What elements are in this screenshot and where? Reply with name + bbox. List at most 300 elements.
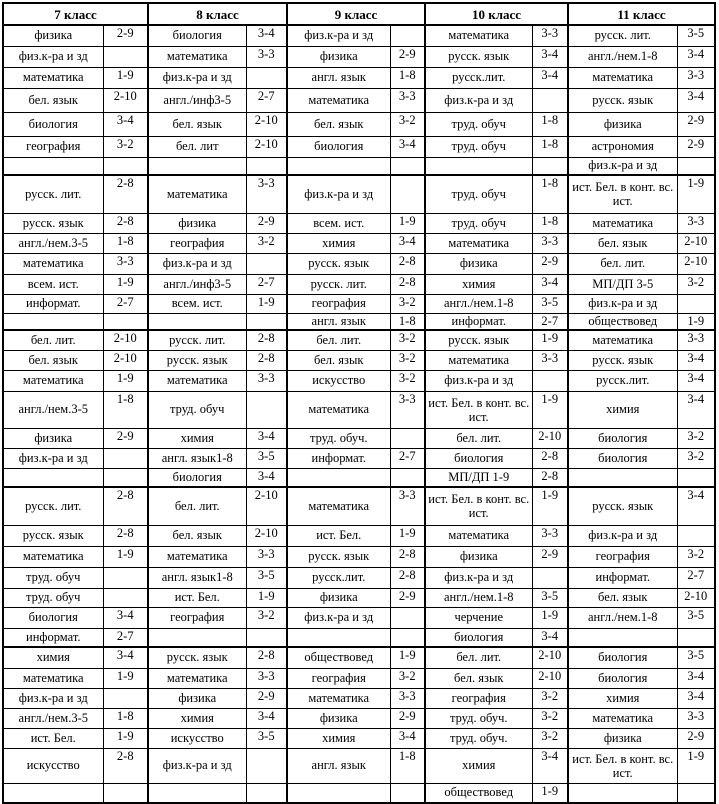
subject-cell: бел. язык	[425, 668, 532, 688]
room-cell: 2-10	[103, 350, 148, 370]
room-cell	[390, 25, 425, 46]
subject-cell: химия	[425, 748, 532, 783]
subject-cell: русск.лит.	[287, 567, 390, 588]
subject-cell: МП/ДП 1-9	[425, 468, 532, 487]
lesson-row	[3, 668, 715, 688]
room-cell: 1-8	[532, 136, 568, 157]
room-cell	[677, 157, 715, 175]
room-cell: 1-9	[677, 313, 715, 330]
lesson-row	[3, 628, 715, 647]
room-cell	[103, 46, 148, 67]
subject-cell: англ./нем.1-8	[425, 588, 532, 607]
subject-cell: русск.лит.	[568, 370, 677, 391]
room-cell: 1-9	[103, 274, 148, 294]
subject-cell: бел. язык	[3, 88, 103, 112]
room-cell	[390, 428, 425, 448]
room-cell: 2-7	[246, 274, 287, 294]
subject-cell: физ.к-ра и зд	[425, 370, 532, 391]
room-cell: 3-2	[246, 607, 287, 628]
lesson-row	[3, 46, 715, 67]
room-cell: 2-7	[103, 294, 148, 313]
room-cell: 3-5	[677, 607, 715, 628]
subject-cell: англ./нем.1-8	[568, 46, 677, 67]
room-cell: 1-9	[390, 647, 425, 668]
room-cell: 3-3	[677, 708, 715, 728]
room-cell: 2-9	[246, 213, 287, 233]
lesson-row	[3, 546, 715, 567]
room-cell: 1-9	[390, 525, 425, 546]
room-cell: 1-9	[246, 588, 287, 607]
subject-cell: математика	[148, 46, 246, 67]
room-cell: 2-10	[246, 487, 287, 525]
room-cell: 3-3	[532, 233, 568, 253]
subject-cell: бел. лит.	[425, 428, 532, 448]
subject-cell: физика	[148, 688, 246, 708]
room-cell: 2-8	[103, 487, 148, 525]
subject-cell: информат.	[287, 448, 390, 468]
room-cell	[103, 588, 148, 607]
subject-cell: искусство	[3, 748, 103, 783]
subject-cell: математика	[425, 350, 532, 370]
room-cell	[103, 313, 148, 330]
room-cell	[677, 294, 715, 313]
room-cell: 3-3	[532, 25, 568, 46]
room-cell: 3-2	[390, 112, 425, 136]
room-cell: 2-10	[532, 647, 568, 668]
subject-cell: математика	[3, 370, 103, 391]
room-cell	[103, 567, 148, 588]
room-cell	[390, 628, 425, 647]
room-cell: 3-3	[532, 350, 568, 370]
room-cell: 3-4	[677, 370, 715, 391]
schedule-table	[2, 2, 716, 804]
room-cell: 3-2	[390, 668, 425, 688]
room-cell: 3-4	[677, 688, 715, 708]
room-cell: 3-3	[677, 67, 715, 88]
subject-cell: математика	[148, 546, 246, 567]
subject-cell: математика	[425, 233, 532, 253]
subject-cell: физика	[287, 588, 390, 607]
room-cell: 3-4	[677, 668, 715, 688]
subject-cell: бел. язык	[287, 112, 390, 136]
subject-cell: биология	[287, 136, 390, 157]
room-cell	[246, 313, 287, 330]
room-cell: 2-7	[390, 448, 425, 468]
subject-cell: химия	[287, 728, 390, 748]
room-cell: 2-7	[532, 313, 568, 330]
room-cell: 2-8	[390, 546, 425, 567]
room-cell	[246, 628, 287, 647]
room-cell	[532, 157, 568, 175]
subject-cell: физ.к-ра и зд	[3, 688, 103, 708]
room-cell: 2-8	[532, 468, 568, 487]
subject-cell: бел. язык	[3, 350, 103, 370]
lesson-row	[3, 607, 715, 628]
subject-cell: биология	[425, 628, 532, 647]
subject-cell: информат.	[3, 628, 103, 647]
room-cell: 2-9	[103, 428, 148, 448]
lesson-row	[3, 748, 715, 783]
lesson-row	[3, 647, 715, 668]
room-cell: 2-9	[677, 136, 715, 157]
room-cell: 2-8	[390, 253, 425, 274]
subject-cell: всем. ист.	[3, 274, 103, 294]
subject-cell: химия	[568, 688, 677, 708]
subject-cell: обществовед	[425, 783, 532, 803]
room-cell	[103, 157, 148, 175]
subject-cell: русск. язык	[287, 253, 390, 274]
subject-cell: русск. лит.	[3, 487, 103, 525]
room-cell	[390, 175, 425, 213]
lesson-row	[3, 728, 715, 748]
room-cell: 1-8	[390, 748, 425, 783]
subject-cell	[3, 313, 103, 330]
lesson-row	[3, 213, 715, 233]
room-cell: 3-2	[103, 136, 148, 157]
lesson-row	[3, 428, 715, 448]
room-cell: 2-7	[103, 628, 148, 647]
subject-cell: математика	[148, 175, 246, 213]
room-cell: 3-4	[532, 46, 568, 67]
lesson-row	[3, 487, 715, 525]
subject-cell: математика	[425, 25, 532, 46]
lesson-row	[3, 274, 715, 294]
room-cell: 3-3	[532, 525, 568, 546]
subject-cell: география	[3, 136, 103, 157]
subject-cell: русск. язык	[568, 88, 677, 112]
room-cell	[246, 783, 287, 803]
subject-cell: физ.к-ра и зд	[148, 253, 246, 274]
lesson-row	[3, 253, 715, 274]
room-cell: 2-8	[390, 274, 425, 294]
subject-cell: МП/ДП 3-5	[568, 274, 677, 294]
subject-cell: математика	[3, 253, 103, 274]
subject-cell: ист. Бел. в конт. вс. ист.	[568, 175, 677, 213]
subject-cell: информат.	[3, 294, 103, 313]
lesson-row	[3, 783, 715, 803]
subject-cell: физ.к-ра и зд	[287, 607, 390, 628]
room-cell: 2-10	[103, 330, 148, 350]
subject-cell: математика	[287, 688, 390, 708]
subject-cell: физика	[568, 112, 677, 136]
room-cell: 3-4	[246, 428, 287, 448]
lesson-row	[3, 448, 715, 468]
subject-cell: география	[148, 233, 246, 253]
room-cell: 1-9	[103, 370, 148, 391]
subject-cell: химия	[287, 233, 390, 253]
subject-cell: география	[568, 546, 677, 567]
room-cell: 3-2	[532, 728, 568, 748]
lesson-row	[3, 294, 715, 313]
room-cell: 1-8	[103, 233, 148, 253]
subject-cell: бел. язык	[148, 112, 246, 136]
subject-cell: ист. Бел.	[148, 588, 246, 607]
room-cell: 3-2	[390, 350, 425, 370]
subject-cell: физ.к-ра и зд	[568, 157, 677, 175]
subject-cell: русск. лит.	[568, 25, 677, 46]
room-cell	[677, 525, 715, 546]
subject-cell: бел. лит.	[425, 647, 532, 668]
subject-cell: бел. язык	[568, 233, 677, 253]
subject-cell: труд. обуч	[425, 112, 532, 136]
lesson-row	[3, 688, 715, 708]
subject-cell: бел. язык	[148, 525, 246, 546]
room-cell: 3-4	[677, 487, 715, 525]
room-cell: 1-8	[532, 175, 568, 213]
subject-cell: труд. обуч.	[425, 708, 532, 728]
subject-cell: химия	[425, 274, 532, 294]
subject-cell: физ.к-ра и зд	[3, 448, 103, 468]
subject-cell	[3, 468, 103, 487]
lesson-row	[3, 391, 715, 428]
lesson-row	[3, 525, 715, 546]
room-cell: 1-8	[532, 213, 568, 233]
room-cell: 3-5	[246, 728, 287, 748]
lesson-row	[3, 370, 715, 391]
room-cell	[532, 567, 568, 588]
subject-cell: русск. язык	[3, 525, 103, 546]
subject-cell: физ.к-ра и зд	[148, 67, 246, 88]
room-cell: 2-10	[246, 525, 287, 546]
subject-cell: информат.	[425, 313, 532, 330]
room-cell: 3-3	[246, 46, 287, 67]
room-cell: 3-2	[532, 708, 568, 728]
subject-cell: англ. язык	[287, 313, 390, 330]
subject-cell: физ.к-ра и зд	[568, 294, 677, 313]
subject-cell: русск.лит.	[425, 67, 532, 88]
room-cell: 2-9	[390, 708, 425, 728]
subject-cell: биология	[3, 607, 103, 628]
subject-cell: труд. обуч	[425, 175, 532, 213]
room-cell: 3-3	[390, 88, 425, 112]
room-cell: 2-9	[390, 588, 425, 607]
subject-cell: труд. обуч.	[287, 428, 390, 448]
room-cell	[390, 783, 425, 803]
subject-cell: бел. лит.	[568, 253, 677, 274]
subject-cell: англ. язык1-8	[148, 448, 246, 468]
subject-cell: математика	[148, 668, 246, 688]
room-cell	[532, 88, 568, 112]
subject-cell	[287, 783, 390, 803]
subject-cell: англ./инф3-5	[148, 274, 246, 294]
subject-cell: физика	[287, 708, 390, 728]
room-cell: 1-9	[532, 487, 568, 525]
subject-cell: англ./нем.1-8	[425, 294, 532, 313]
room-cell: 3-4	[103, 607, 148, 628]
lesson-row	[3, 233, 715, 253]
room-cell	[532, 370, 568, 391]
subject-cell: математика	[568, 708, 677, 728]
room-cell: 3-2	[677, 546, 715, 567]
subject-cell	[287, 157, 390, 175]
subject-cell: география	[287, 668, 390, 688]
room-cell: 1-8	[390, 313, 425, 330]
subject-cell: математика	[287, 391, 390, 428]
room-cell: 3-2	[677, 428, 715, 448]
subject-cell: биология	[3, 112, 103, 136]
subject-cell: русск. лит.	[3, 175, 103, 213]
subject-cell: биология	[568, 647, 677, 668]
room-cell: 3-2	[390, 370, 425, 391]
room-cell: 3-3	[390, 391, 425, 428]
class-header-7: 7 класс	[3, 3, 148, 25]
subject-cell: физика	[425, 253, 532, 274]
subject-cell: англ. язык	[287, 67, 390, 88]
subject-cell	[568, 783, 677, 803]
subject-cell: физика	[287, 46, 390, 67]
room-cell: 3-5	[246, 567, 287, 588]
room-cell: 3-4	[390, 233, 425, 253]
room-cell: 2-10	[677, 588, 715, 607]
lesson-row	[3, 468, 715, 487]
room-cell: 2-9	[390, 46, 425, 67]
room-cell: 3-5	[246, 448, 287, 468]
subject-cell	[287, 628, 390, 647]
room-cell	[246, 67, 287, 88]
room-cell	[390, 468, 425, 487]
room-cell: 2-10	[246, 112, 287, 136]
subject-cell	[3, 783, 103, 803]
subject-cell: математика	[148, 370, 246, 391]
room-cell: 2-10	[677, 233, 715, 253]
subject-cell: математика	[287, 487, 390, 525]
room-cell: 3-4	[103, 647, 148, 668]
subject-cell: физ.к-ра и зд	[148, 748, 246, 783]
room-cell: 3-3	[390, 688, 425, 708]
lesson-row	[3, 25, 715, 46]
room-cell: 2-8	[532, 448, 568, 468]
room-cell: 3-3	[246, 546, 287, 567]
subject-cell: физика	[425, 546, 532, 567]
subject-cell: математика	[3, 668, 103, 688]
room-cell: 2-9	[246, 688, 287, 708]
lesson-row	[3, 136, 715, 157]
room-cell: 1-9	[103, 728, 148, 748]
subject-cell: бел. лит.	[287, 330, 390, 350]
subject-cell: русск. язык	[568, 350, 677, 370]
room-cell: 2-9	[103, 25, 148, 46]
subject-cell: англ./нем.3-5	[3, 708, 103, 728]
subject-cell: англ./нем.1-8	[568, 607, 677, 628]
class-header-10: 10 класс	[425, 3, 568, 25]
schedule-wrapper	[2, 2, 716, 804]
lesson-row	[3, 112, 715, 136]
room-cell: 2-8	[390, 567, 425, 588]
room-cell: 2-10	[532, 428, 568, 448]
subject-cell: русск. язык	[568, 487, 677, 525]
room-cell	[103, 448, 148, 468]
room-cell: 2-8	[103, 748, 148, 783]
subject-cell: бел. язык	[568, 588, 677, 607]
room-cell: 3-4	[390, 728, 425, 748]
subject-cell: биология	[425, 448, 532, 468]
lesson-row	[3, 67, 715, 88]
subject-cell: труд. обуч	[148, 391, 246, 428]
subject-cell: астрономия	[568, 136, 677, 157]
subject-cell	[3, 157, 103, 175]
subject-cell: химия	[148, 428, 246, 448]
subject-cell: русск. лит.	[287, 274, 390, 294]
subject-cell: ист. Бел. в конт. вс. ист.	[425, 391, 532, 428]
room-cell: 1-8	[532, 112, 568, 136]
room-cell: 2-9	[532, 253, 568, 274]
room-cell: 3-4	[677, 46, 715, 67]
subject-cell: химия	[568, 391, 677, 428]
room-cell: 1-9	[532, 391, 568, 428]
subject-cell: черчение	[425, 607, 532, 628]
subject-cell: англ./нем.3-5	[3, 233, 103, 253]
subject-cell: биология	[148, 468, 246, 487]
room-cell	[103, 468, 148, 487]
subject-cell	[568, 628, 677, 647]
subject-cell: физ.к-ра и зд	[3, 46, 103, 67]
subject-cell: информат.	[568, 567, 677, 588]
room-cell: 3-3	[246, 370, 287, 391]
room-cell: 2-9	[677, 728, 715, 748]
room-cell: 3-4	[103, 112, 148, 136]
class-header-11: 11 класс	[568, 3, 715, 25]
room-cell: 3-5	[677, 25, 715, 46]
subject-cell: ист. Бел.	[3, 728, 103, 748]
subject-cell: обществовед	[287, 647, 390, 668]
subject-cell: физика	[568, 728, 677, 748]
subject-cell: биология	[568, 668, 677, 688]
lesson-row	[3, 708, 715, 728]
room-cell: 1-8	[103, 391, 148, 428]
subject-cell: ист. Бел. в конт. вс. ист.	[425, 487, 532, 525]
room-cell: 3-4	[677, 350, 715, 370]
subject-cell: бел. лит.	[148, 487, 246, 525]
room-cell: 2-10	[677, 253, 715, 274]
lesson-row	[3, 350, 715, 370]
room-cell: 2-7	[246, 88, 287, 112]
subject-cell: русск. язык	[148, 350, 246, 370]
room-cell: 2-10	[103, 88, 148, 112]
lesson-row	[3, 157, 715, 175]
subject-cell	[425, 157, 532, 175]
subject-cell: биология	[148, 25, 246, 46]
subject-cell: русск. язык	[148, 647, 246, 668]
room-cell: 3-3	[677, 213, 715, 233]
room-cell: 1-9	[677, 748, 715, 783]
subject-cell: физ.к-ра и зд	[568, 525, 677, 546]
room-cell: 1-9	[532, 607, 568, 628]
subject-cell	[148, 313, 246, 330]
subject-cell	[148, 157, 246, 175]
room-cell: 3-4	[532, 628, 568, 647]
subject-cell: математика	[425, 525, 532, 546]
subject-cell: химия	[148, 708, 246, 728]
subject-cell: математика	[568, 67, 677, 88]
header-row	[3, 3, 715, 25]
room-cell: 3-2	[532, 688, 568, 708]
room-cell: 2-10	[532, 668, 568, 688]
subject-cell	[148, 783, 246, 803]
subject-cell: физ.к-ра и зд	[425, 567, 532, 588]
subject-cell: труд. обуч	[3, 588, 103, 607]
subject-cell: русск. язык	[425, 330, 532, 350]
subject-cell: математика	[3, 546, 103, 567]
subject-cell: география	[425, 688, 532, 708]
room-cell: 3-3	[390, 487, 425, 525]
subject-cell: искусство	[287, 370, 390, 391]
room-cell: 1-8	[103, 708, 148, 728]
subject-cell: математика	[568, 330, 677, 350]
subject-cell: физика	[148, 213, 246, 233]
subject-cell: русск. язык	[3, 213, 103, 233]
subject-cell: русск. лит.	[148, 330, 246, 350]
subject-cell: математика	[3, 67, 103, 88]
